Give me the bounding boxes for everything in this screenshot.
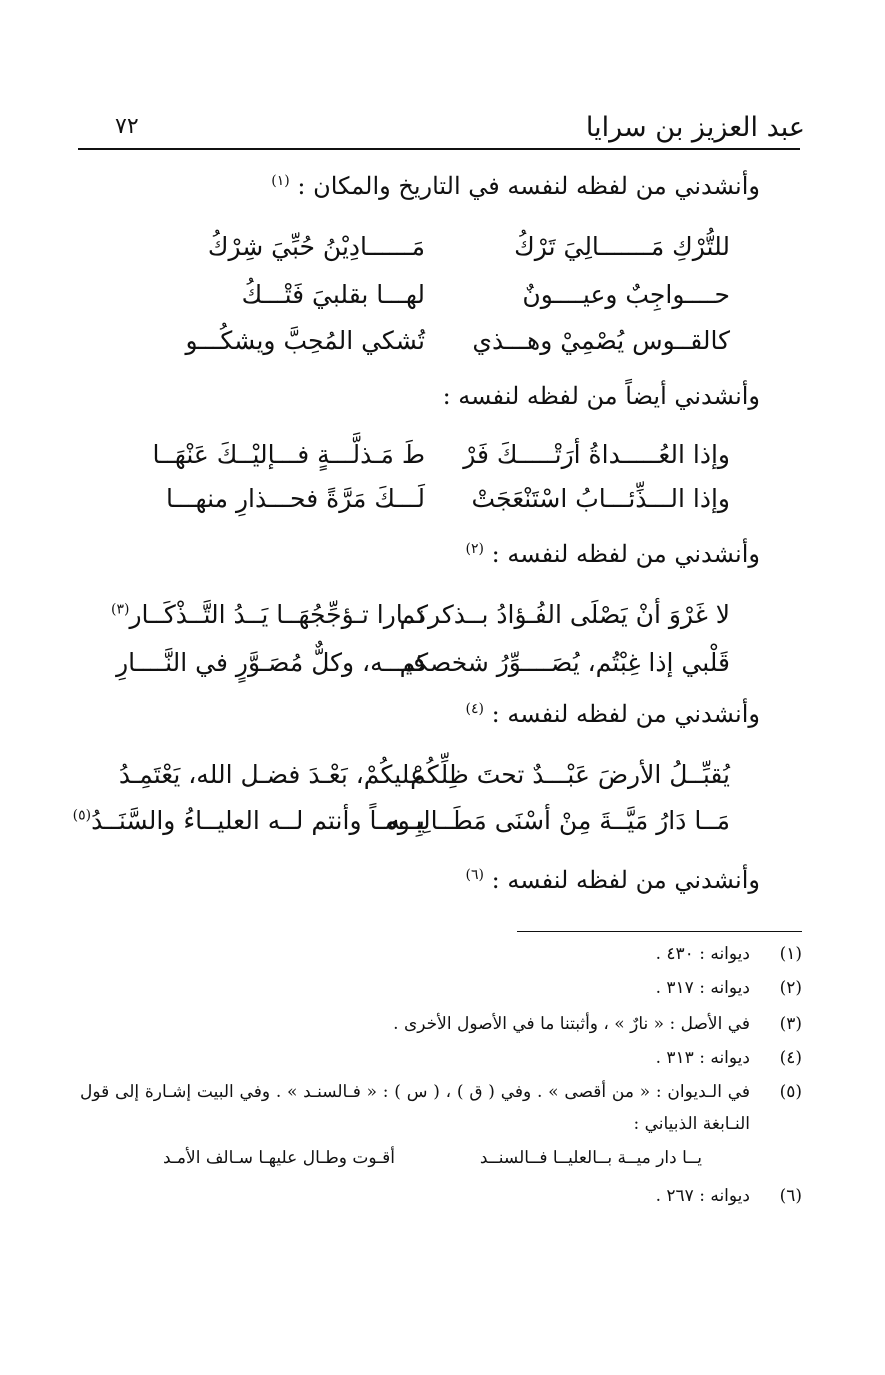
verse-second-hemistich: طَ مَـذلَّـــةٍ فـــإليْــكَ عَنْهَــا: [152, 440, 425, 469]
footnote: [82, 972, 802, 1004]
footnote: [82, 1180, 802, 1212]
verse-second-hemistich: تُشكي المُحِبَّ ويشكُـــو: [185, 326, 425, 355]
poem-intro-4: [466, 700, 760, 728]
verse-second-hemistich: فيـــه، وكلٌّ مُصَـوَّرٍ في النَّــــارِ: [116, 648, 425, 677]
footnote-marker: (٦): [465, 867, 485, 883]
footnote: [82, 938, 802, 970]
intro-text: وأنشدني أيضاً من لفظه لنفسه :: [442, 382, 760, 410]
intro-text: وأنشدني من لفظه لنفسه في التاريخ والمكان :: [297, 172, 760, 200]
verse-first-hemistich: كالقــوس يُصْمِيْ وهـــذي: [472, 326, 730, 355]
footnote: [82, 1042, 802, 1074]
verse-second-hemistich: [73, 806, 425, 835]
footnote-number: (٥): [779, 1082, 802, 1102]
verse-second-hemistich: لَـــكَ مَرَّةً فحـــذارِ منهـــا: [165, 484, 425, 513]
footnote-number: (٦): [779, 1186, 802, 1206]
page-number: ٧٢: [115, 114, 139, 139]
verse-first-hemistich: وإذا العُـــــداةُ أرَتْـــــكَ فَرْ: [463, 440, 730, 469]
footnote-text: ديوانه : ٤٣٠ .: [655, 944, 750, 964]
page-header-title: عبد العزيز بن سرايا: [585, 112, 805, 143]
footnote-marker: (١): [271, 173, 290, 189]
footnote-text: في الأصل : « نارٌ » ، وأثبتنا ما في الأصول الأخرى .: [393, 1014, 750, 1034]
hemistich-text: نــارا تـؤجِّجُهَــا يَــدُ التَّــذْكَــار: [129, 600, 425, 629]
poem-intro-2: [443, 382, 760, 410]
poem-intro-5: [466, 866, 760, 894]
footnote-number: (٢): [779, 978, 802, 998]
verse-first-hemistich: للتُّرْكِ مَـــــــالِيَ تَرْكُ: [514, 232, 730, 261]
footnote-number: (٣): [779, 1014, 802, 1034]
footnote-text: ديوانه : ٢٦٧ .: [655, 1186, 750, 1206]
intro-text: وأنشدني من لفظه لنفسه :: [491, 700, 760, 728]
verse-first-hemistich: وإذا الـــذِّئـــابُ اسْتَنْعَجَتْ: [471, 484, 730, 513]
footnote: [82, 1008, 802, 1040]
footnote: [82, 1076, 802, 1142]
verse-first-hemistich: مَــا دَارُ مَيَّــةَ مِنْ أسْنَى مَطَــالِبِــه: [387, 806, 730, 835]
verse-first-hemistich: لا غَرْوَ أنْ يَصْلَى الفُـؤادُ بــذكركم: [399, 600, 730, 629]
verse-second-hemistich: [111, 600, 425, 629]
verse-second-hemistich: مَــــــادِيْنُ حُبِّيَ شِرْكُ: [207, 232, 425, 261]
footnote-text: في الـديوان : « من أقصى » . وفي ( ق ) ، ( س ) : « فـالسنـد » . وفي البيت إشـارة إلى قول النـابغة الذبياني :: [80, 1082, 750, 1134]
hemistich-text: يـومـاً وأنتم لــه العليــاءُ والسَّنَــدُ: [91, 806, 425, 835]
verse-first-hemistich: يُقبِّــلُ الأرضَ عَبْـــدٌ تحتَ ظِلِّكُمْ: [410, 760, 730, 789]
verse-first-hemistich: قَلْبي إذا غِبْتُم، يُصَــــوِّرُ شخصكم: [399, 648, 730, 677]
footnote-number: (١): [779, 944, 802, 964]
footnote-marker: (٢): [465, 541, 485, 557]
verse-second-hemistich: لهـــا بقلبيَ فَتْـــكُ: [241, 280, 425, 309]
verse-second-hemistich: عليكُمْ، بَعْـدَ فضـل الله، يَعْتَمِـدُ: [118, 760, 425, 789]
quoted-verse-second-hemistich: أقـوت وطـال عليهـا سـالف الأمـد: [163, 1148, 395, 1168]
intro-text: وأنشدني من لفظه لنفسه :: [491, 866, 760, 894]
footnote-marker: (٣): [111, 601, 130, 618]
verse-first-hemistich: حــــواجِبٌ وعيــــونٌ: [522, 280, 730, 309]
header-divider: [78, 148, 800, 150]
footnote-marker: (٤): [465, 701, 485, 717]
footnote-divider: [517, 931, 802, 932]
poem-intro-1: [271, 172, 760, 200]
intro-text: وأنشدني من لفظه لنفسه :: [491, 540, 760, 568]
poem-intro-3: [466, 540, 760, 568]
footnote-number: (٤): [779, 1048, 802, 1068]
footnote-marker: (٥): [72, 807, 92, 824]
footnote-text: ديوانه : ٣١٧ .: [655, 978, 750, 998]
footnote-text: ديوانه : ٣١٣ .: [655, 1048, 750, 1068]
quoted-verse-first-hemistich: يــا دار ميــة بــالعليــا فــالسنــد: [479, 1148, 702, 1168]
